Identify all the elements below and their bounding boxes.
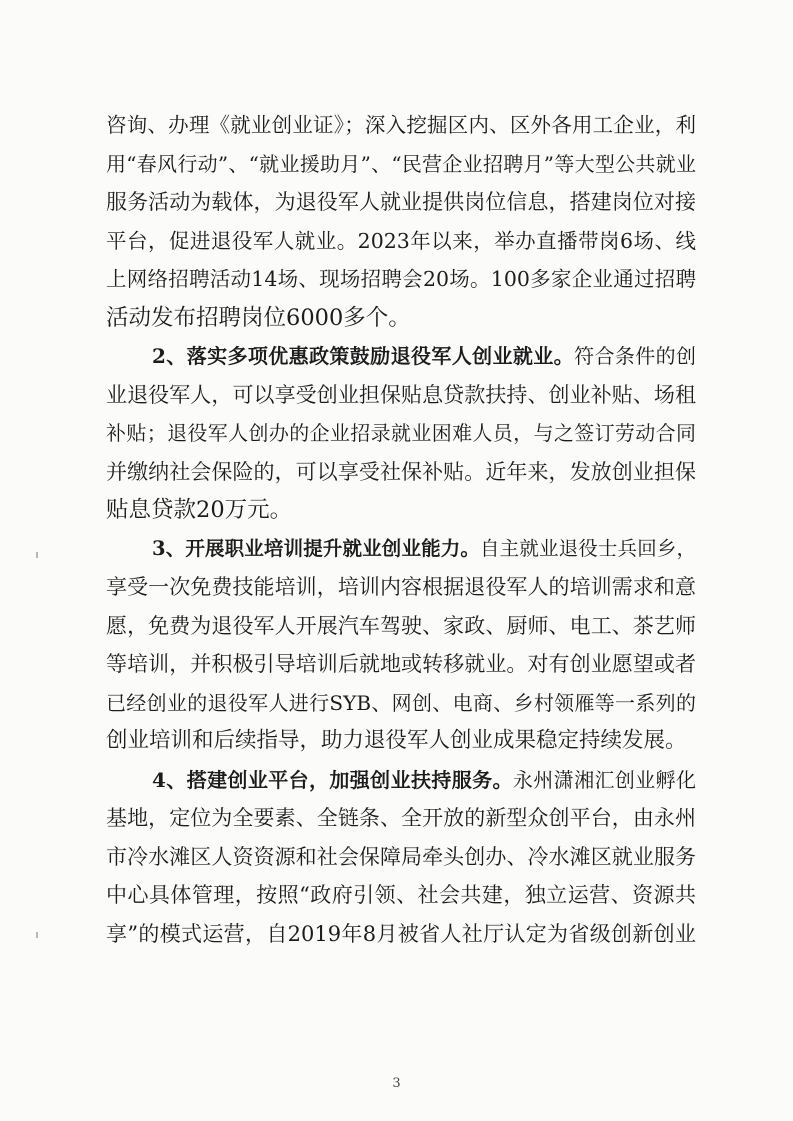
text-line: 活动发布招聘岗位6000多个。 xyxy=(106,304,411,331)
section-heading-3: 3、开展职业培训提升就业创业能力。 xyxy=(152,536,481,560)
text-run: 自主就业退役士兵回乡， xyxy=(480,536,696,560)
section-heading-2: 2、落实多项优惠政策鼓励退役军人创业就业。 xyxy=(152,344,575,368)
text-run: 永州潇湘汇创业孵化 xyxy=(512,767,697,792)
text-line xyxy=(152,534,696,564)
text-line: 享”的模式运营，自2019年8月被省人社厅认定为省级创新创业 xyxy=(106,921,696,946)
text-line: 基地，定位为全要素、全链条、全开放的新型众创平台，由永州 xyxy=(106,806,696,830)
text-line: 服务活动为载体，为退役军人就业提供岗位信息，搭建岗位对接 xyxy=(106,190,696,214)
text-line: 市冷水滩区人资资源和社会保障局牵头创办、冷水滩区就业服务 xyxy=(106,844,696,869)
text-line: 中心具体管理，按照“政府引领、社会共建，独立运营、资源共 xyxy=(106,883,696,907)
text-line: 用“春风行动”、“就业援助月”、“民营企业招聘月”等大型公共就业 xyxy=(106,151,696,176)
section-heading-4: 4、搭建创业平台，加强创业扶持服务。 xyxy=(152,767,513,792)
text-line: 创业培训和后续指导，助力退役军人创业成果稳定持续发展。 xyxy=(106,728,687,753)
text-line: 平台，促进退役军人就业。2023年以来，举办直播带岗6场、线 xyxy=(106,228,696,253)
text-line: 咨询、办理《就业创业证》；深入挖掘区内、区外各用工企业，利 xyxy=(106,113,696,137)
text-line: 业退役军人，可以享受创业担保贴息贷款扶持、创业补贴、场租 xyxy=(106,382,696,407)
text-line: 已经创业的退役军人进行SYB、网创、电商、乡村领雁等一系列的 xyxy=(106,690,696,715)
text-line: 上网络招聘活动14场、现场招聘会20场。100多家企业通过招聘 xyxy=(106,267,696,291)
page-number: 3 xyxy=(392,1076,401,1091)
scan-margin-mark xyxy=(36,552,38,558)
text-line: 等培训，并积极引导培训后就地或转移就业。对有创业愿望或者 xyxy=(106,652,696,676)
text-line: 并缴纳社会保险的，可以享受社保补贴。近年来，发放创业担保 xyxy=(106,459,696,484)
text-run: 符合条件的创 xyxy=(574,344,697,368)
text-line: 贴息贷款20万元。 xyxy=(106,497,293,523)
text-line: 享受一次免费技能培训，培训内容根据退役军人的培训需求和意 xyxy=(106,575,696,599)
scan-margin-mark xyxy=(36,932,38,938)
text-line xyxy=(152,765,696,795)
text-line xyxy=(152,341,696,371)
text-line: 愿，免费为退役军人开展汽车驾驶、家政、厨师、电工、茶艺师 xyxy=(106,613,696,638)
text-line: 补贴；退役军人创办的企业招录就业困难人员，与之签订劳动合同 xyxy=(106,421,696,445)
